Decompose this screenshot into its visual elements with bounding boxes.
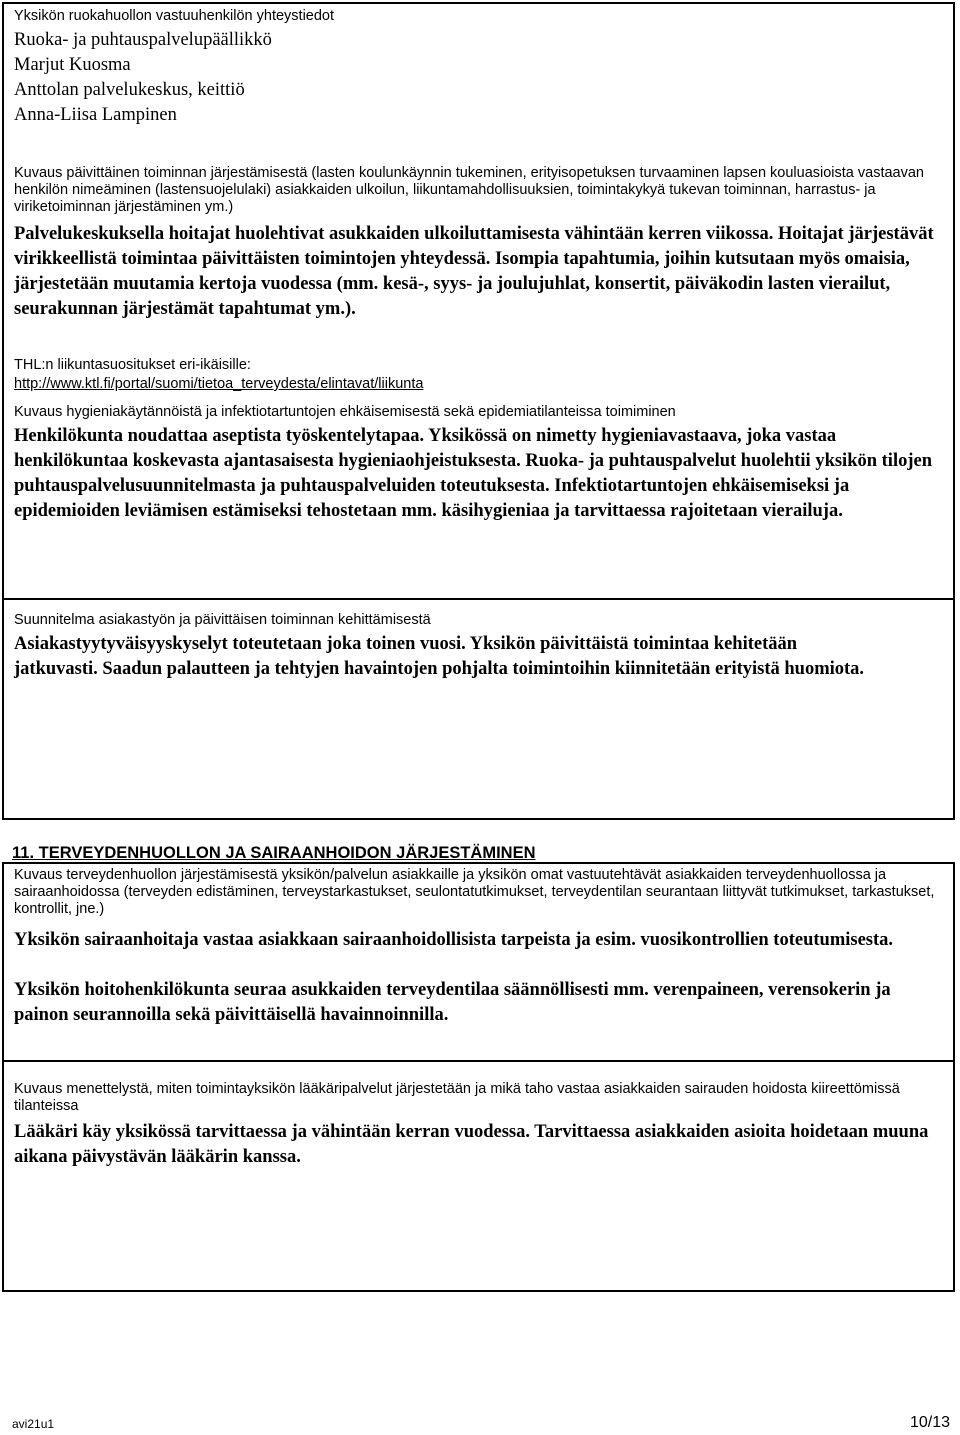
doctor-box — [2, 1060, 955, 1292]
thl-label: THL:n liikuntasuositukset eri-ikäisille: — [14, 357, 251, 373]
development-prompt: Suunnitelma asiakastyön ja päivittäisen toiminnan kehittämisestä — [14, 612, 431, 628]
thl-link[interactable]: http://www.ktl.fi/portal/suomi/tietoa_terveydesta/elintavat/liikunta — [14, 376, 424, 392]
contact-label: Yksikön ruokahuollon vastuuhenkilön yhteystiedot — [14, 8, 335, 24]
page-number: 10/13 — [909, 1414, 950, 1431]
contact-line-2: Marjut Kuosma — [14, 55, 131, 75]
section-heading: 11. TERVEYDENHUOLLON JA SAIRAANHOIDON JÄRJESTÄMINEN — [12, 844, 536, 862]
healthcare-box — [2, 862, 955, 1062]
hygiene-answer: Henkilökunta noudattaa aseptista työskentelytapaa. Yksikössä on nimetty hygieniavastaava, joka vastaa henkilökuntaa koskevasta ajantasaisesta hygieniaohjeistuksesta. Ruoka- ja puhtauspalvelut huolehtii yksikön tilojen puhtauspalvelusuunnitelmasta ja puhtauspalveluiden toteutuksesta. Infektiotartuntojen ehkäisemiseksi ja epidemioiden leviämisen estämiseksi tehostetaan mm. käsihygieniaa ja tarvittaessa rajoitetaan vierailuja. — [14, 426, 932, 521]
healthcare-answer-1: Yksikön sairaanhoitaja vastaa asiakkaan sairaanhoidollisista tarpeista ja esim. vuosikontrollien toteutumisesta. — [14, 930, 894, 950]
contact-activity-hygiene-box — [2, 2, 955, 600]
development-box — [2, 598, 955, 820]
activity-answer: Palvelukeskuksella hoitajat huolehtivat asukkaiden ulkoiluttamisesta vähintään kerren viikossa. Hoitajat järjestävät virikkeellistä toimintaa päivittäisten toimintojen yhteydessä. Isompia tapahtumia, joihin kutsutaan myös omaisia, järjestetään muutamia kertoja vuodessa (mm. kesä-, syys- ja joulujuhlat, konsertit, päiväkodin lasten vierailut, seurakunnan järjestämät tapahtumat ym.). — [14, 224, 934, 319]
doctor-answer: Lääkäri käy yksikössä tarvittaessa ja vähintään kerran vuodessa. Tarvittaessa asiakkaiden asioita hoidetaan muuna aikana päivystävän lääkärin kanssa. — [14, 1122, 929, 1167]
doc-id: avi21u1 — [12, 1417, 55, 1431]
doctor-prompt: Kuvaus menettelystä, miten toimintayksikön lääkäripalvelut järjestetään ja mikä taho vastaa asiakkaiden sairauden hoidosta kiireettömissä tilanteissa — [14, 1081, 900, 1114]
contact-line-3: Anttolan palvelukeskus, keittiö — [14, 80, 245, 100]
healthcare-answer-2: Yksikön hoitohenkilökunta seuraa asukkaiden terveydentilaa säännöllisesti mm. verenpaineen, verensokerin ja painon seurannoilla sekä päivittäisellä havainnoinnilla. — [14, 980, 891, 1025]
hygiene-prompt: Kuvaus hygieniakäytännöistä ja infektiotartuntojen ehkäisemisestä sekä epidemiatilanteissa toimiminen — [14, 404, 676, 420]
development-answer: Asiakastyytyväisyyskyselyt toteutetaan joka toinen vuosi. Yksikön päivittäistä toimintaa kehitetään jatkuvasti. Saadun palautteen ja tehtyjen havaintojen pohjalta toimintoihin kiinnitetään erityistä huomiota. — [14, 634, 865, 679]
activity-prompt: Kuvaus päivittäinen toiminnan järjestämisestä (lasten koulunkäynnin tukeminen, erityisopetuksen turvaaminen lapsen kouluasioista vastaavan henkilön nimeäminen (lastensuojelulaki) asiakkaiden ulkoilun, liikuntamahdollisuuksien, toimintakykyä tukevan toiminnan, harrastus- ja viriketoiminnan järjestäminen ym.) — [14, 165, 924, 215]
contact-line-4: Anna-Liisa Lampinen — [14, 105, 177, 125]
healthcare-prompt: Kuvaus terveydenhuollon järjestämisestä yksikön/palvelun asiakkaille ja yksikön omat vastuutehtävät asiakkaiden terveydenhuollossa ja sairaanhoidossa (terveyden edistäminen, terveystarkastukset, seulontatutkimukset, terveydentilan seurantaan liittyvät tutkimukset, tarkastukset, kontrollit, jne.) — [14, 867, 935, 917]
contact-line-1: Ruoka- ja puhtauspalvelupäällikkö — [14, 30, 272, 50]
